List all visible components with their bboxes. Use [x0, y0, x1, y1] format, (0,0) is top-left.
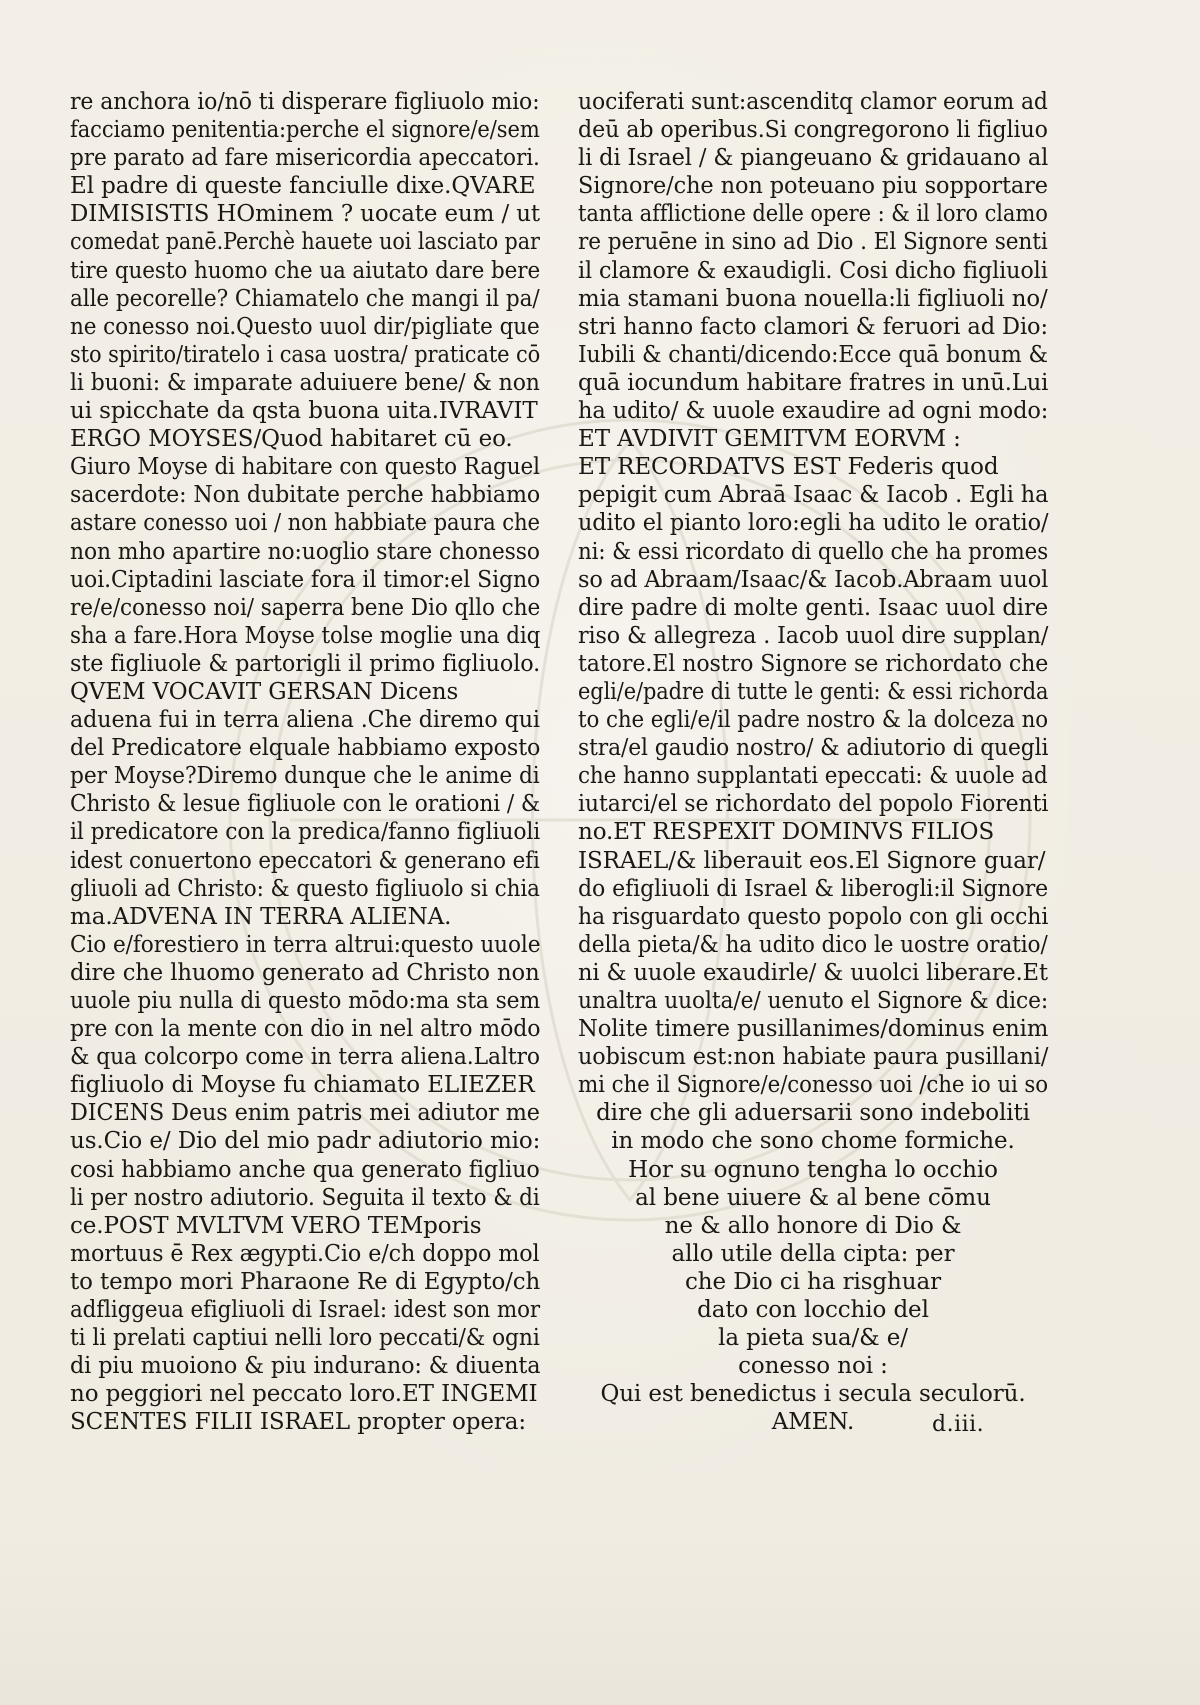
text-line: dire padre di molte genti. Isaac uuol dire: [578, 594, 1049, 621]
text-line: ce.POST MVLTVM VERO TEMporis: [70, 1212, 482, 1239]
closing-line: ne & allo honore di Dio &: [664, 1212, 962, 1239]
text-line: egli/e/padre di tutte le genti: & essi richorda: [578, 678, 1049, 705]
text-line: Christo & lesue figliuole con le orationi / &: [70, 791, 541, 818]
text-line: pre parato ad fare misericordia apeccatori.: [70, 145, 540, 172]
text-line: mortuus ē Rex ægypti.Cio e/ch doppo mol: [70, 1240, 540, 1267]
text-line: tire questo huomo che ua aiutato dare bere: [70, 257, 541, 284]
text-line: re peruēne in sino ad Dio . El Signore senti: [578, 229, 1048, 256]
closing-line: la pieta sua/& e/: [718, 1325, 908, 1352]
text-line: idest conuertono epeccatori & generano efi: [70, 847, 540, 874]
text-line: DIMISISTIS HOminem ? uocate eum / ut: [70, 201, 540, 228]
text-line: SCENTES FILII ISRAEL propter opera:: [70, 1409, 526, 1436]
text-line: pepigit cum Abraā Isaac & Iacob . Egli ha: [578, 482, 1049, 509]
right-text-column: [578, 88, 1048, 1437]
text-line: Giuro Moyse di habitare con questo Raguel: [70, 454, 540, 481]
text-line: quā iocundum habitare fratres in unū.Lui: [578, 369, 1049, 396]
text-line: del Predicatore elquale habbiamo exposto: [70, 735, 541, 762]
text-line: QVEM VOCAVIT GERSAN Dicens: [70, 678, 459, 705]
closing-line: AMEN.: [771, 1409, 855, 1436]
text-line: li di Israel / & piangeuano & gridauano al: [578, 145, 1049, 172]
text-line: Nolite timere pusillanimes/dominus enim: [578, 1016, 1049, 1043]
text-line: della pieta/& ha udito dico le uostre oratio/: [578, 931, 1048, 958]
text-line: El padre di queste fanciulle dixe.QVARE: [70, 173, 536, 200]
text-line: ste figliuole & partorigli il primo figliuolo.: [70, 650, 541, 677]
text-line: il clamore & exaudigli. Cosi dicho figliuoli: [578, 257, 1048, 284]
text-line: il predicatore con la predica/fanno figliuoli: [70, 819, 541, 846]
text-line: mi che il Signore/e/conesso uoi /che io ui so: [578, 1072, 1049, 1099]
closing-line: che Dio ci ha risghuar: [685, 1268, 941, 1295]
text-line: aduena fui in terra aliena .Che diremo qui: [70, 707, 540, 734]
closing-line: conesso noi :: [738, 1353, 888, 1380]
text-line: li buoni: & imparate aduiuere bene/ & non: [70, 369, 540, 396]
signature-mark: d.iii.: [932, 1412, 985, 1437]
text-line: figliuolo di Moyse fu chiamato ELIEZER: [70, 1072, 535, 1099]
text-line: pre con la mente con dio in nel altro mōdo: [70, 1016, 541, 1043]
text-line: ERGO MOYSES/Quod habitaret cū eo.: [70, 426, 513, 453]
text-line: us.Cio e/ Dio del mio padr adiutorio mio:: [70, 1128, 541, 1155]
text-line: ET RECORDATVS EST Federis quod: [578, 454, 999, 481]
closing-line: Qui est benedictus i secula seculorū.: [600, 1381, 1026, 1408]
text-line: riso & allegreza . Iacob uuol dire supplan/: [578, 622, 1049, 649]
text-line: deū ab operibus.Si congregorono li figliuo: [578, 117, 1048, 144]
text-line: cosi habbiamo anche qua generato figliuo: [70, 1156, 540, 1183]
text-line: comedat panē.Perchè hauete uoi lasciato par: [70, 229, 540, 256]
text-line: iutarci/el se richordato del popolo Fiorenti: [578, 791, 1049, 818]
text-line: facciamo penitentia:perche el signore/e/sem: [70, 117, 540, 144]
closing-line: in modo che sono chome formiche.: [611, 1128, 1015, 1155]
text-line: ha risguardato questo popolo con gli occhi: [578, 903, 1049, 930]
text-line: uoi.Ciptadini lasciate fora il timor:el Signo: [70, 566, 541, 593]
text-line: dire che lhuomo generato ad Christo non: [70, 959, 540, 986]
text-line: do efigliuoli di Israel & liberogli:il Signore: [578, 875, 1049, 902]
text-line: non mho apartire no:uoglio stare chonesso: [70, 538, 540, 565]
text-line: so ad Abraam/Isaac/& Iacob.Abraam uuol: [578, 566, 1049, 593]
text-line: astare conesso uoi / non habbiate paura che: [70, 510, 540, 537]
text-line: uobiscum est:non habiate paura pusillani/: [578, 1044, 1049, 1071]
text-line: unaltra uuolta/e/ uenuto el Signore & dice:: [578, 988, 1049, 1014]
text-line: sha a fare.Hora Moyse tolse moglie una diq: [70, 622, 541, 649]
text-line: mia stamani buona nouella:li figliuoli no/: [578, 285, 1048, 312]
closing-line: al bene uiuere & al bene cōmu: [635, 1184, 991, 1211]
text-line: tanta afflictione delle opere : & il loro clamo: [578, 201, 1048, 228]
text-line: uociferati sunt:ascenditq clamor eorum ad: [578, 89, 1048, 115]
text-line: ti li prelati captiui nelli loro peccati/& ogni: [70, 1325, 540, 1352]
text-line: re anchora io/nō ti disperare figliuolo mio:: [70, 89, 540, 115]
text-line: to tempo mori Pharaone Re di Egypto/ch: [70, 1268, 541, 1295]
text-line: sacerdote: Non dubitate perche habbiamo: [70, 482, 541, 509]
text-line: stra/el gaudio nostro/ & adiutorio di quegli: [578, 735, 1049, 762]
text-line: tatore.El nostro Signore se richordato che: [578, 650, 1049, 677]
text-line: ISRAEL/& liberauit eos.El Signore guar/: [578, 847, 1046, 874]
text-line: no.ET RESPEXIT DOMINVS FILIOS: [578, 819, 995, 846]
text-line: Signore/che non poteuano piu sopportare: [578, 173, 1048, 200]
text-line: ni: & essi ricordato di quello che ha promes: [578, 538, 1049, 565]
text-line: stri hanno facto clamori & feruori ad Dio:: [578, 313, 1048, 340]
text-line: che hanno supplantati epeccati: & uuole ad: [578, 763, 1048, 790]
text-line: ni & uuole exaudirle/ & uuolci liberare.Et: [578, 959, 1048, 986]
left-text-column: [70, 88, 540, 1437]
text-line: ui spicchate da qsta buona uita.IVRAVIT: [70, 398, 538, 425]
text-line: alle pecorelle? Chiamatelo che mangi il pa/: [70, 285, 540, 312]
text-line: Cio e/forestiero in terra altrui:questo uuole: [70, 931, 541, 958]
text-line: Iubili & chanti/dicendo:Ecce quā bonum &: [578, 341, 1048, 368]
text-line: li per nostro adiutorio. Seguita il texto & di: [70, 1184, 540, 1211]
text-line: gliuoli ad Christo: & questo figliuolo si chia: [70, 875, 540, 902]
text-line: ma.ADVENA IN TERRA ALIENA.: [70, 903, 452, 930]
page-lower-margin: [0, 1560, 1200, 1705]
text-line: di piu muoiono & piu indurano: & diuenta: [70, 1353, 541, 1380]
text-line: ha udito/ & uuole exaudire ad ogni modo:: [578, 398, 1049, 425]
closing-line: Hor su ognuno tengha lo occhio: [628, 1156, 998, 1183]
text-line: adfliggeua efigliuoli di Israel: idest son mor: [70, 1297, 541, 1324]
closing-line: allo utile della cipta: per: [671, 1240, 955, 1267]
text-line: ne conesso noi.Questo uuol dir/pigliate que: [70, 313, 540, 340]
text-line: udito el pianto loro:egli ha udito le oratio/: [578, 510, 1049, 537]
text-line: re/e/conesso noi/ saperra bene Dio qllo che: [70, 594, 541, 621]
closing-line: dire che gli aduersarii sono indeboliti: [596, 1100, 1030, 1127]
text-line: uuole piu nulla di questo mōdo:ma sta sem: [70, 988, 541, 1014]
text-line: sto spirito/tiratelo i casa uostra/ praticate cō: [70, 341, 541, 368]
text-line: no peggiori nel peccato loro.ET INGEMI: [70, 1381, 538, 1408]
text-line: & qua colcorpo come in terra aliena.Laltro: [70, 1044, 540, 1071]
text-line: to che egli/e/il padre nostro & la dolceza no: [578, 707, 1049, 734]
text-line: per Moyse?Diremo dunque che le anime di: [70, 763, 540, 790]
text-line: ET AVDIVIT GEMITVM EORVM :: [578, 426, 961, 453]
text-line: DICENS Deus enim patris mei adiutor me: [70, 1100, 540, 1127]
closing-line: dato con locchio del: [697, 1297, 929, 1324]
closing-text-block: [578, 1099, 1048, 1436]
